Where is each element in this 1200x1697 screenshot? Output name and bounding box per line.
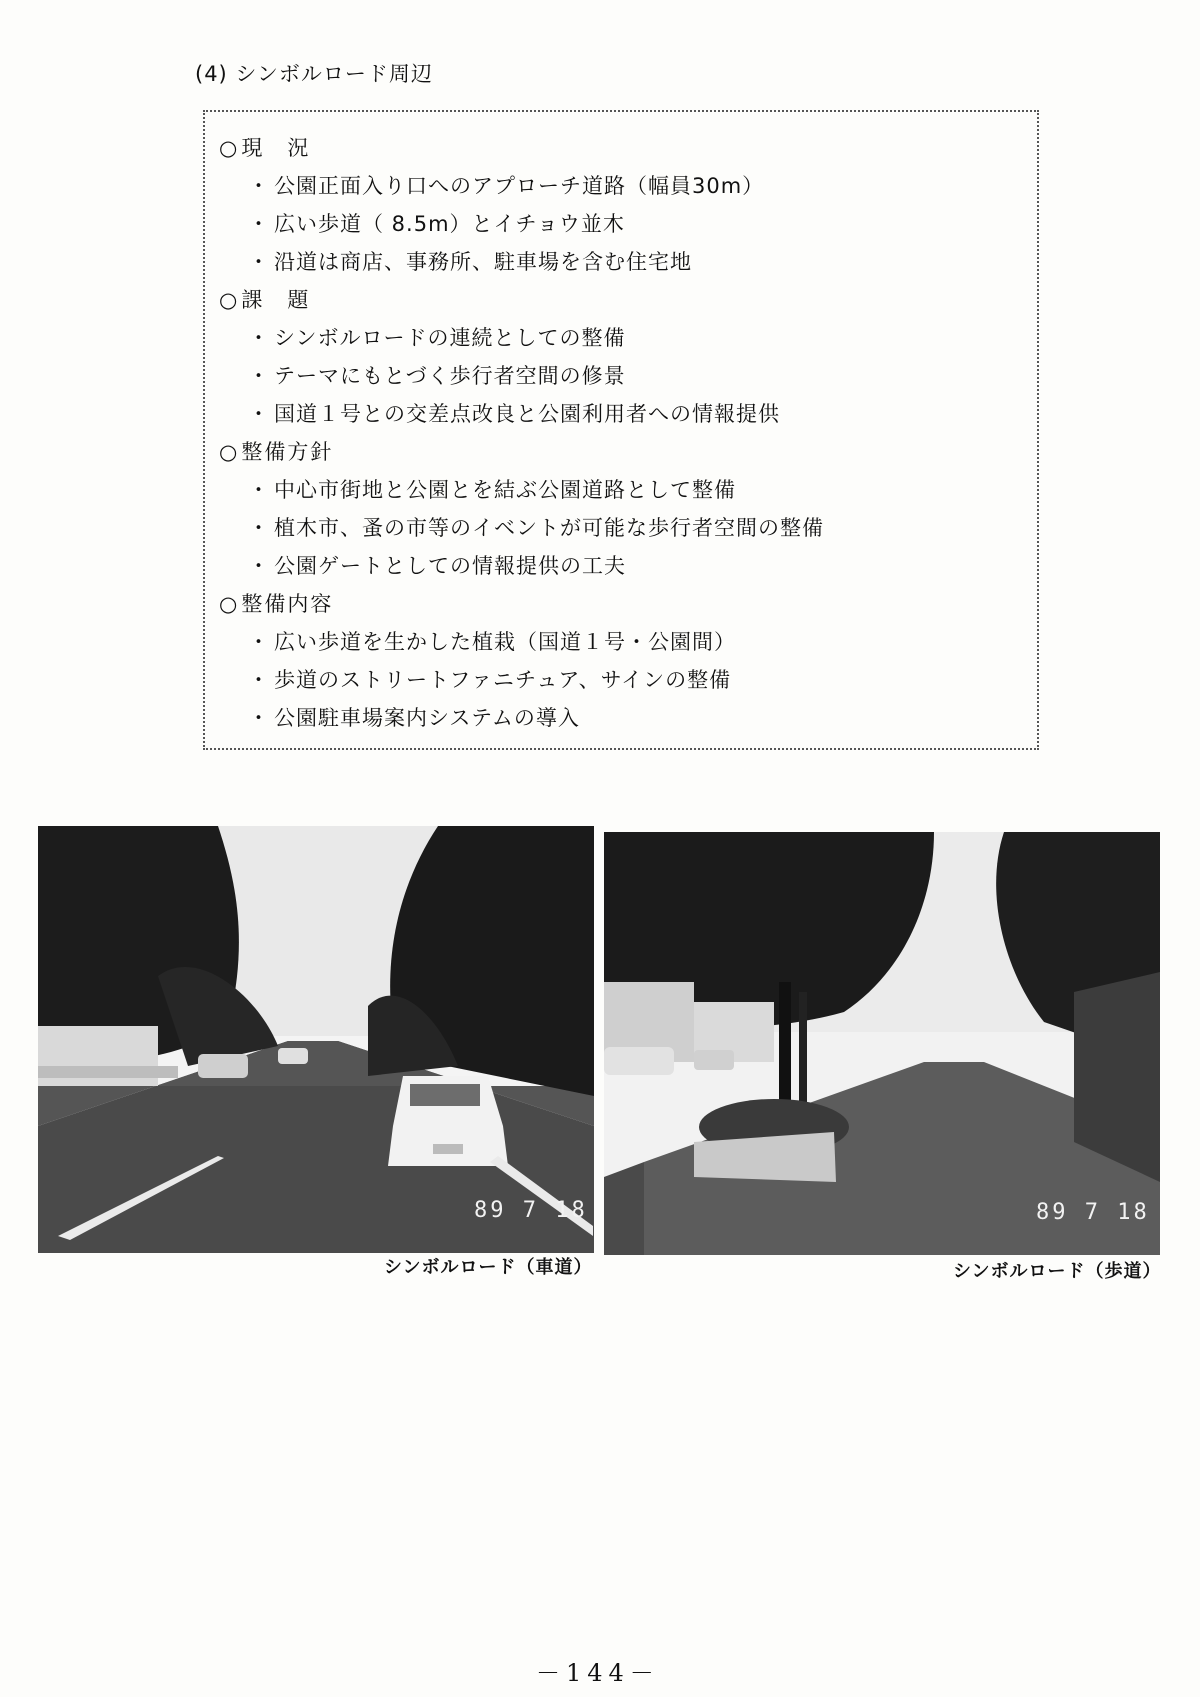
dot-bullet-icon: ・ xyxy=(248,402,270,426)
circle-bullet-icon: ○ xyxy=(219,288,240,312)
sidewalk-scene xyxy=(604,832,1160,1255)
section-current-status xyxy=(219,130,1037,282)
dot-bullet-icon: ・ xyxy=(248,250,270,274)
dot-bullet-icon: ・ xyxy=(248,212,270,236)
section-content xyxy=(219,586,1037,738)
section-title: 現 況 xyxy=(241,136,311,160)
photo-roadway xyxy=(38,826,594,1253)
photo-sidewalk xyxy=(604,832,1160,1255)
photo-caption: シンボルロード（車道） xyxy=(384,1257,593,1278)
dot-bullet-icon: ・ xyxy=(248,706,270,730)
list-item: ・ 中心市街地と公園とを結ぶ公園道路として整備 xyxy=(248,478,736,502)
section-title: 整備方針 xyxy=(241,440,334,464)
dot-bullet-icon: ・ xyxy=(248,364,270,388)
list-item: ・ 公園ゲートとしての情報提供の工夫 xyxy=(248,554,626,578)
list-item: ・ 広い歩道（ 8.5m）とイチョウ並木 xyxy=(248,212,625,236)
list-item: ・ 沿道は商店、事務所、駐車場を含む住宅地 xyxy=(248,250,692,274)
date-stamp: 89 7 18 xyxy=(1036,1200,1150,1225)
date-stamp: 89 7 18 xyxy=(474,1198,588,1223)
dot-bullet-icon: ・ xyxy=(248,478,270,502)
photo-caption: シンボルロード（歩道） xyxy=(953,1261,1162,1282)
dot-bullet-icon: ・ xyxy=(248,630,270,654)
summary-box xyxy=(203,110,1039,750)
list-item: ・ 公園駐車場案内システムの導入 xyxy=(248,706,580,730)
dot-bullet-icon: ・ xyxy=(248,174,270,198)
list-item: ・ 公園正面入り口へのアプローチ道路（幅員30m） xyxy=(248,174,765,198)
page-number: －144－ xyxy=(536,1659,660,1687)
list-item: ・ シンボルロードの連続としての整備 xyxy=(248,326,626,350)
section-title: 課 題 xyxy=(241,288,311,312)
section-policy xyxy=(219,434,1037,586)
dot-bullet-icon: ・ xyxy=(248,554,270,578)
list-item: ・ 国道１号との交差点改良と公園利用者への情報提供 xyxy=(248,402,780,426)
circle-bullet-icon: ○ xyxy=(219,592,240,616)
list-item: ・ 植木市、蚤の市等のイベントが可能な歩行者空間の整備 xyxy=(248,516,824,540)
section-heading: (4) シンボルロード周辺 xyxy=(195,62,433,86)
roadway-scene xyxy=(38,826,594,1253)
circle-bullet-icon: ○ xyxy=(219,440,240,464)
section-title: 整備内容 xyxy=(241,592,334,616)
list-item: ・ テーマにもとづく歩行者空間の修景 xyxy=(248,364,626,388)
dot-bullet-icon: ・ xyxy=(248,326,270,350)
circle-bullet-icon: ○ xyxy=(219,136,240,160)
list-item: ・ 広い歩道を生かした植栽（国道１号・公園間） xyxy=(248,630,736,654)
dot-bullet-icon: ・ xyxy=(248,668,270,692)
dot-bullet-icon: ・ xyxy=(248,516,270,540)
section-issues xyxy=(219,282,1037,434)
list-item: ・ 歩道のストリートファニチュア、サインの整備 xyxy=(248,668,732,692)
